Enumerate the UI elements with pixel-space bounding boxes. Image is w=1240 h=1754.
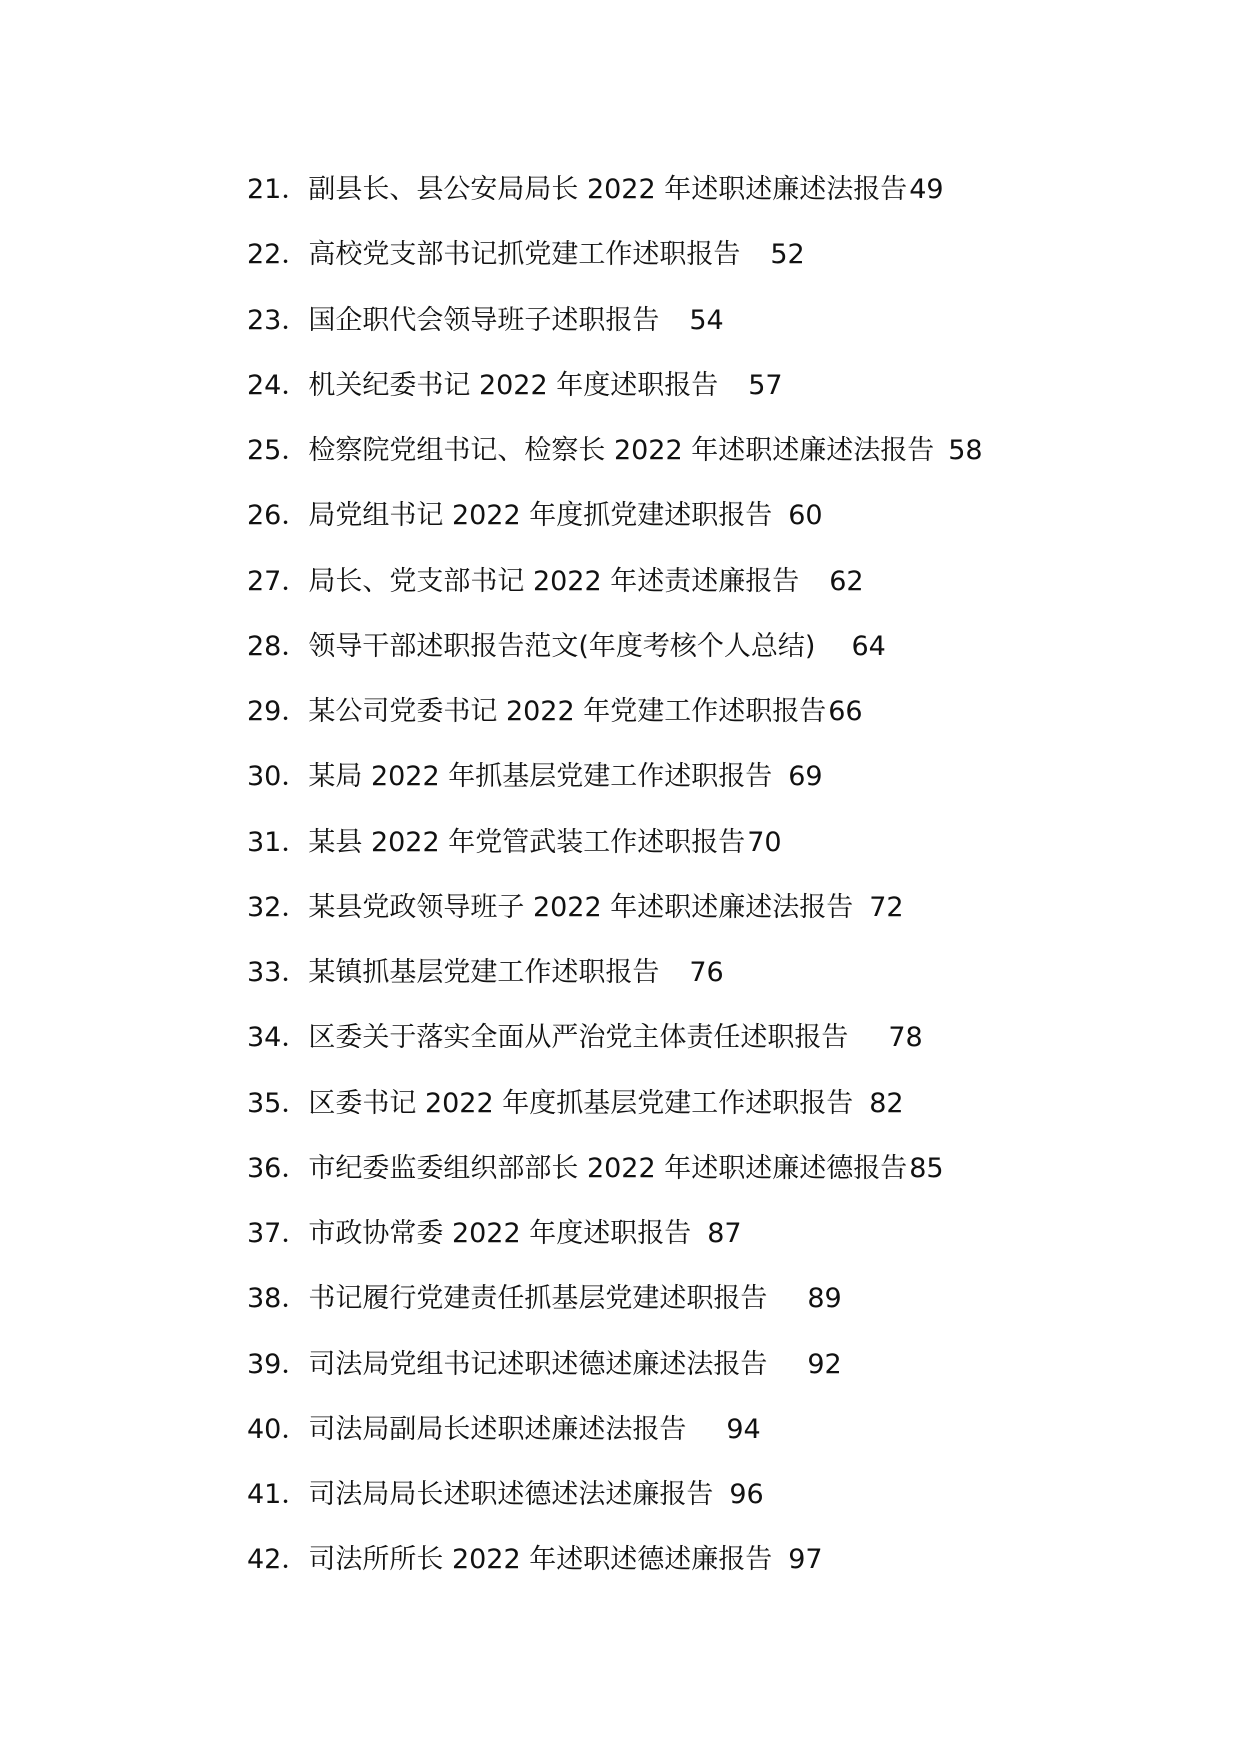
toc-entry-page-number: 72 xyxy=(869,891,904,923)
toc-entry-page-number: 76 xyxy=(689,957,724,988)
toc-entry-number: 41． xyxy=(247,1479,309,1510)
toc-entry-page-number: 62 xyxy=(829,565,864,597)
toc-entry-number: 32． xyxy=(247,891,309,923)
toc-entry[interactable] xyxy=(247,370,1147,435)
toc-entry-number: 34． xyxy=(247,1022,309,1054)
toc-entry-title: 副县长、县公安局局长 2022 年述职述廉述法报告 xyxy=(308,174,908,205)
toc-entry[interactable] xyxy=(247,435,1147,500)
toc-entry-number: 35． xyxy=(247,1087,309,1119)
toc-entry[interactable] xyxy=(247,892,1147,957)
toc-entry-page-number: 54 xyxy=(689,304,724,336)
toc-entry-page-number: 69 xyxy=(788,761,823,793)
toc-entry[interactable] xyxy=(247,761,1147,826)
toc-entry-page-number: 82 xyxy=(869,1087,904,1119)
toc-entry[interactable] xyxy=(247,239,1147,304)
toc-entry[interactable] xyxy=(247,1218,1147,1283)
toc-entry[interactable] xyxy=(247,1153,1147,1218)
toc-entry-title: 区委关于落实全面从严治党主体责任述职报告 xyxy=(308,1022,849,1054)
toc-entry-number: 28． xyxy=(247,630,309,662)
toc-entry-title: 检察院党组书记、检察长 2022 年述职述廉述法报告 xyxy=(308,435,935,466)
toc-entry-number: 21． xyxy=(247,174,309,205)
toc-entry-page-number: 89 xyxy=(807,1283,842,1315)
toc-entry-page-number: 92 xyxy=(807,1348,842,1380)
toc-entry-title: 某县 2022 年党管武装工作述职报告 xyxy=(308,826,746,858)
toc-entry-page-number: 97 xyxy=(788,1544,823,1576)
toc-entry[interactable] xyxy=(247,305,1147,370)
toc-entry-title: 司法局副局长述职述廉述法报告 xyxy=(308,1413,687,1445)
toc-entry-title: 局党组书记 2022 年度抓党建述职报告 xyxy=(308,500,773,532)
toc-entry[interactable] xyxy=(247,957,1147,1022)
toc-entry-number: 38． xyxy=(247,1283,309,1315)
toc-entry-number: 26． xyxy=(247,500,309,532)
toc-entry-title: 某县党政领导班子 2022 年述职述廉述法报告 xyxy=(308,891,854,923)
toc-entry-page-number: 66 xyxy=(828,696,863,727)
toc-entry-title: 市政协常委 2022 年度述职报告 xyxy=(308,1218,692,1249)
toc-entry[interactable] xyxy=(247,1349,1147,1414)
toc-entry[interactable] xyxy=(247,1414,1147,1479)
toc-entry[interactable] xyxy=(247,1544,1147,1609)
toc-entry-title: 司法局局长述职述德述法述廉报告 xyxy=(308,1479,714,1510)
toc-entry-title: 某局 2022 年抓基层党建工作述职报告 xyxy=(308,761,773,793)
toc-entry[interactable] xyxy=(247,566,1147,631)
toc-entry-title: 某公司党委书记 2022 年党建工作述职报告 xyxy=(308,696,827,727)
toc-entry-title: 司法局党组书记述职述德述廉述法报告 xyxy=(308,1348,768,1380)
toc-entry-title: 领导干部述职报告范文(年度考核个人总结) xyxy=(308,630,816,662)
toc-entry-page-number: 49 xyxy=(909,174,944,205)
toc-entry-number: 27． xyxy=(247,565,309,597)
toc-entry-number: 22． xyxy=(247,239,309,271)
toc-entry-title: 区委书记 2022 年度抓基层党建工作述职报告 xyxy=(308,1087,854,1119)
toc-entry-number: 23． xyxy=(247,304,309,336)
toc-entry[interactable] xyxy=(247,696,1147,761)
toc-entry-page-number: 60 xyxy=(788,500,823,532)
toc-entry[interactable] xyxy=(247,827,1147,892)
toc-entry-page-number: 52 xyxy=(770,239,805,271)
toc-entry-title: 机关纪委书记 2022 年度述职报告 xyxy=(308,369,719,401)
toc-entry[interactable] xyxy=(247,1479,1147,1544)
toc-entry-title: 国企职代会领导班子述职报告 xyxy=(308,304,660,336)
toc-entry-number: 24． xyxy=(247,369,309,401)
toc-entry[interactable] xyxy=(247,631,1147,696)
toc-entry-title: 司法所所长 2022 年述职述德述廉报告 xyxy=(308,1544,773,1576)
toc-entry-number: 42． xyxy=(247,1544,309,1576)
toc-entry-page-number: 78 xyxy=(888,1022,923,1054)
toc-entry-title: 书记履行党建责任抓基层党建述职报告 xyxy=(308,1283,768,1315)
toc-entry-page-number: 87 xyxy=(707,1218,742,1249)
toc-entry-number: 36． xyxy=(247,1152,309,1184)
toc-entry-page-number: 85 xyxy=(909,1152,944,1184)
toc-entry-title: 市纪委监委组织部部长 2022 年述职述廉述德报告 xyxy=(308,1152,908,1184)
toc-entry[interactable] xyxy=(247,1088,1147,1153)
toc-entry-number: 25． xyxy=(247,435,309,466)
toc-entry[interactable] xyxy=(247,1022,1147,1087)
toc-entry-page-number: 70 xyxy=(747,826,782,858)
toc-entry-page-number: 94 xyxy=(726,1413,761,1445)
toc-entry-title: 局长、党支部书记 2022 年述责述廉报告 xyxy=(308,565,800,597)
toc-entry-page-number: 64 xyxy=(851,630,886,662)
toc-entry-page-number: 96 xyxy=(729,1479,764,1510)
toc-entry-number: 33． xyxy=(247,957,309,988)
toc-entry-number: 30． xyxy=(247,761,309,793)
toc-entry-title: 高校党支部书记抓党建工作述职报告 xyxy=(308,239,741,271)
table-of-contents xyxy=(247,174,1147,1610)
toc-entry[interactable] xyxy=(247,500,1147,565)
toc-entry-page-number: 58 xyxy=(948,435,983,466)
toc-entry[interactable] xyxy=(247,174,1147,239)
toc-entry-number: 40． xyxy=(247,1413,309,1445)
toc-entry-title: 某镇抓基层党建工作述职报告 xyxy=(308,957,660,988)
toc-entry-number: 31． xyxy=(247,826,309,858)
toc-entry-page-number: 57 xyxy=(748,369,783,401)
toc-entry-number: 29． xyxy=(247,696,309,727)
toc-entry[interactable] xyxy=(247,1283,1147,1348)
toc-entry-number: 37． xyxy=(247,1218,309,1249)
toc-entry-number: 39． xyxy=(247,1348,309,1380)
